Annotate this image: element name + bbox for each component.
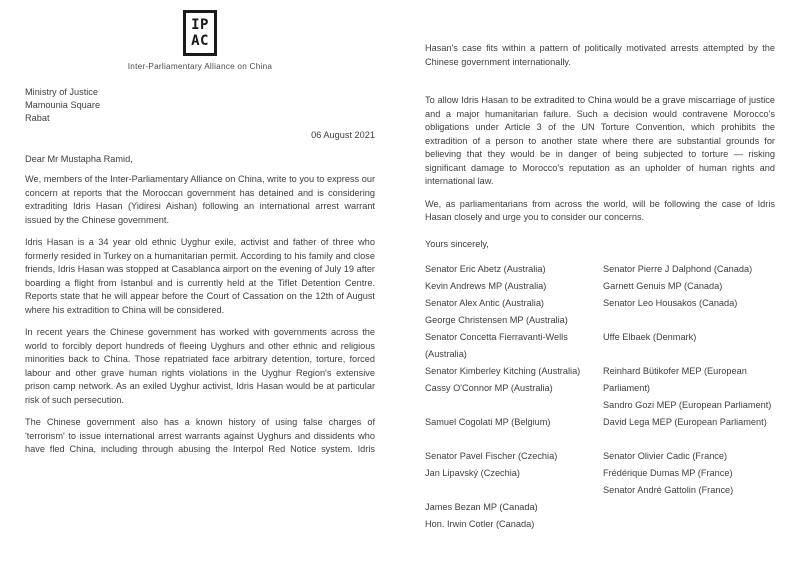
letter-date: 06 August 2021 — [311, 130, 375, 140]
signatory-name: Frédérique Dumas MP (France) — [603, 467, 733, 478]
recipient-line-1: Ministry of Justice — [25, 87, 99, 97]
signatory-group — [425, 448, 603, 482]
recipient-line-2: Mamounia Square — [25, 100, 101, 110]
ipac-logo-text-top: IP — [191, 17, 209, 33]
signatory-name: Senator Eric Abetz (Australia) — [425, 263, 546, 274]
signatory-name: Jan Lipavský (Czechia) — [425, 467, 520, 478]
signatory-name: Senator Alex Antic (Australia) — [425, 297, 544, 308]
signatories-column-1 — [425, 261, 603, 550]
signatory-name: Senator Leo Housakos (Canada) — [603, 297, 738, 308]
paragraph-4: The Chinese government also has a known history of using false charges of 'terrorism' to issue international arrest warrants against Uyghurs and dissidents who have fled China, including through abusing the Interpol Red Notice system. Idris — [25, 417, 375, 454]
signatory-group — [603, 329, 775, 346]
signatory-name: Reinhard Bütikofer MEP (European Parliament) — [603, 365, 747, 393]
paragraph-2: Idris Hasan is a 34 year old ethnic Uyghur exile, activist and father of three who formerly resided in Turkey on a humanitarian permit. According to his family and close friends, Idris Hasan was stopped at Casablanca airport on the evening of July 19 after boarding a flight from Istanbul and is currently held at the Tiflet Detention Centre. Reports state that he will appear before the Court of Cassation on the 12th of August where his extradition to China will be considered. — [25, 237, 375, 315]
recipient-line-3: Rabat — [25, 113, 50, 123]
closing-line: Yours sincerely, — [425, 238, 489, 249]
signatory-name: Senator Pierre J Dalphond (Canada) — [603, 263, 753, 274]
signatory-name: James Bezan MP (Canada) — [425, 501, 538, 512]
ipac-logo — [183, 10, 217, 56]
signatory-name: Samuel Cogolati MP (Belgium) — [425, 416, 551, 427]
letter-page-2 — [425, 0, 775, 550]
paragraph-5: Hasan's case fits within a pattern of politically motivated arrests attempted by the Chinese government internationally. — [425, 43, 775, 67]
signatory-name: Senator Olivier Cadic (France) — [603, 450, 728, 461]
ipac-logo-text-bottom: AC — [191, 33, 209, 49]
salutation: Dear Mr Mustapha Ramid, — [25, 154, 133, 164]
signatory-name: Sandro Gozi MEP (European Parliament) — [603, 399, 772, 410]
paragraph-3: In recent years the Chinese government has worked with governments across the world to forcibly deport hundreds of fleeing Uyghurs and other ethnic and religious minorities back to China. Those repatriated face arbitrary detention, torture, forced labour and other grave human rights violations in the Uyghur Region's extensive prison camp network. As an exiled Uyghur activist, Idris Hasan would be at particular risk of such persecution. — [25, 327, 375, 405]
signatory-name: Garnett Genuis MP (Canada) — [603, 280, 723, 291]
signatory-name: Senator André Gattolin (France) — [603, 484, 734, 495]
paragraph-7: We, as parliamentarians from across the world, will be following the case of Idris Hasan closely and urge you to consider our concerns. — [425, 198, 775, 222]
signatory-group — [425, 499, 603, 533]
signatory-name: Kevin Andrews MP (Australia) — [425, 280, 547, 291]
signatory-group — [425, 414, 603, 431]
signatory-name: Senator Pavel Fischer (Czechia) — [425, 450, 558, 461]
signatory-name: George Christensen MP (Australia) — [425, 314, 568, 325]
letterhead — [25, 0, 375, 71]
signatory-name: David Lega MEP (European Parliament) — [603, 416, 767, 427]
letter-page-1 — [25, 0, 375, 457]
signatories-column-2 — [603, 261, 775, 550]
signatory-group — [603, 261, 775, 312]
signatory-name: Uffe Elbaek (Denmark) — [603, 331, 697, 342]
signatory-group — [603, 448, 775, 499]
paragraph-1: We, members of the Inter-Parliamentary Alliance on China, write to you to express our concern at reports that the Moroccan government has detained and is considering extraditing Idris Hasan (Yidiresi Aishan) following an international arrest warrant issued by the Chinese government. — [25, 174, 375, 225]
signatory-name: Senator Concetta Fierravanti-Wells (Australia) — [425, 331, 568, 359]
signatories — [425, 261, 775, 550]
signatory-name: Senator Kimberley Kitching (Australia) — [425, 365, 581, 376]
signatory-group — [603, 363, 775, 431]
signatory-name: Cassy O'Connor MP (Australia) — [425, 382, 553, 393]
recipient-address — [25, 86, 375, 125]
signatory-group — [425, 261, 603, 397]
organization-name: Inter-Parliamentary Alliance on China — [127, 62, 273, 71]
signatory-name: Hon. Irwin Cotler (Canada) — [425, 518, 535, 529]
paragraph-6: To allow Idris Hasan to be extradited to China would be a grave miscarriage of justice and a major humanitarian failure. Such a decision would contravene Morocco's obligations under Article 3 of the UN Torture Convention, which prohibits the extradition of a person to another state where there are substantial grounds for believing that they would be in danger of being subjected to torture — risking significant damage to Morocco's reputation as an upholder of human rights and international law. — [425, 95, 775, 186]
